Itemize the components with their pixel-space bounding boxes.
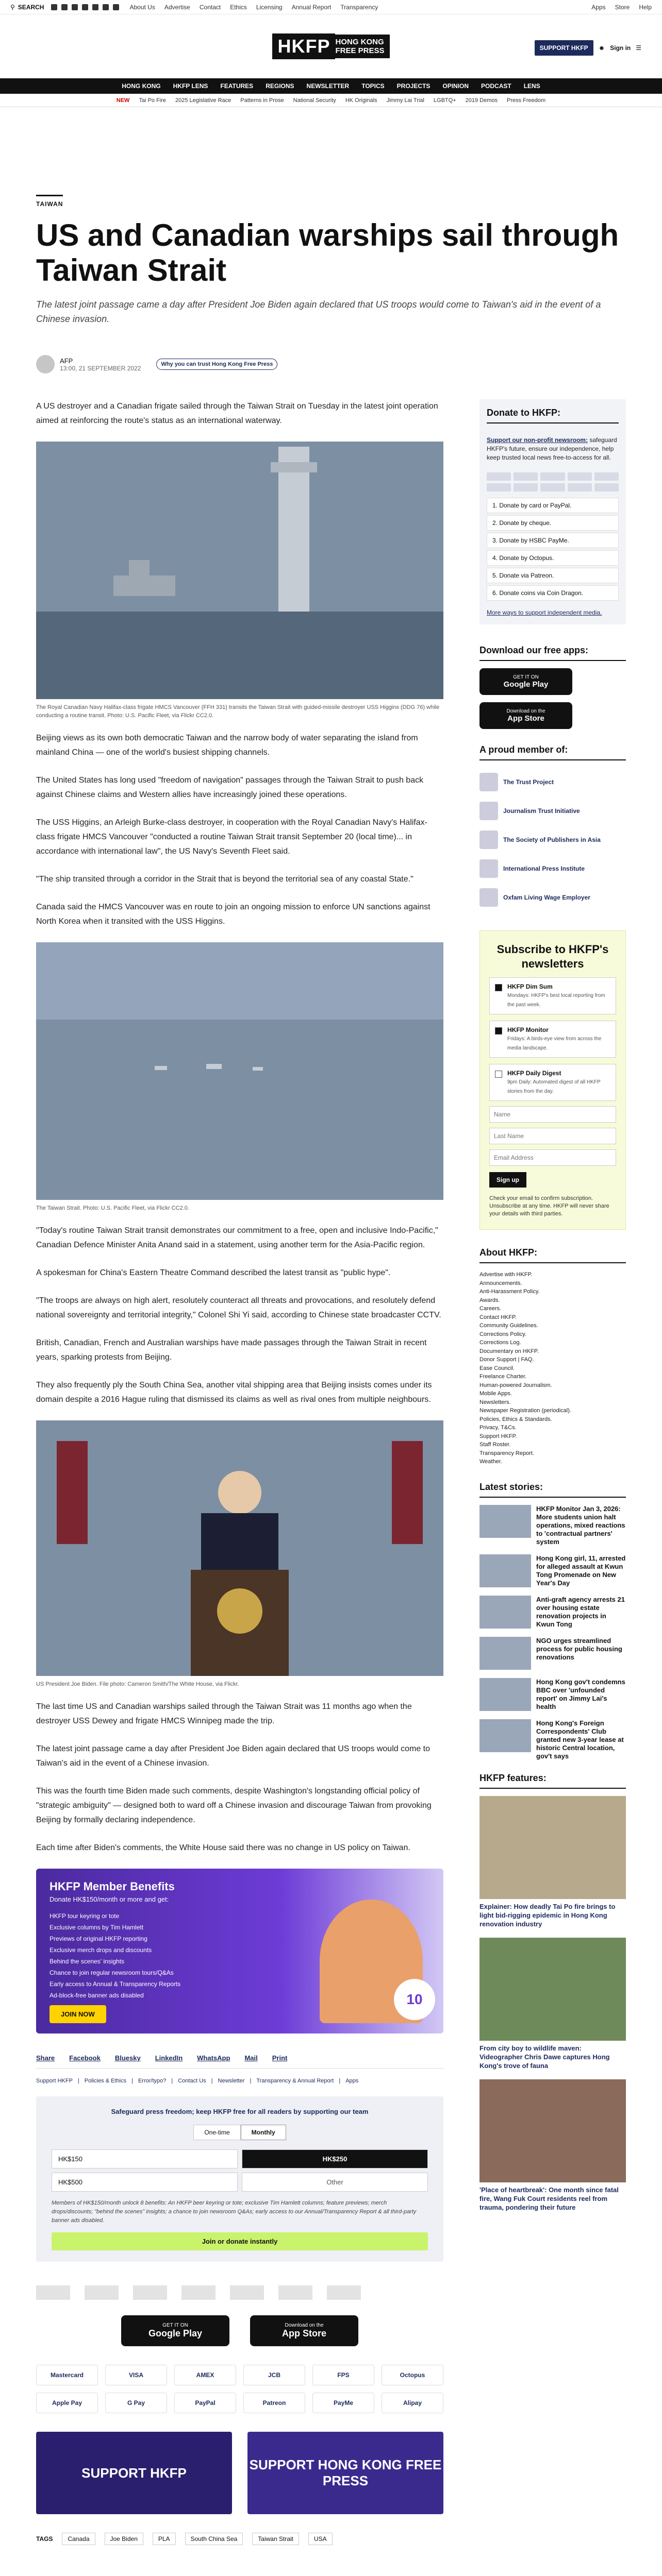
top-link-advertise[interactable]: Advertise [164, 3, 190, 11]
top-link-licensing[interactable]: Licensing [256, 3, 283, 11]
trust-pill[interactable]: Why you can trust Hong Kong Free Press [156, 359, 277, 370]
payment-card-icons [487, 472, 619, 492]
nav-item-opinion[interactable]: OPINION [442, 82, 469, 90]
policy-link[interactable]: Support HKFP [36, 2078, 73, 2084]
trust-project-icon [479, 773, 498, 791]
first-name-input[interactable] [489, 1106, 616, 1123]
nav-item-regions[interactable]: REGIONS [266, 82, 294, 90]
tag[interactable]: Canada [62, 2533, 95, 2545]
top-link-apps[interactable]: Apps [591, 3, 606, 11]
main-nav [0, 78, 662, 94]
card-icon [514, 472, 538, 481]
about-link[interactable]: Human-powered Journalism. [479, 1382, 552, 1388]
donate-option[interactable]: 5. Donate via Patreon. [487, 568, 619, 583]
tag[interactable]: USA [308, 2533, 333, 2545]
newsletter-option[interactable]: HKFP Dim Sum Mondays: HKFP's best local reporting from the past week. [489, 977, 616, 1014]
new-badge: NEW [116, 97, 130, 104]
list-item[interactable]: HKFP Monitor Jan 3, 2026: More students union halt operations, mixed reactions to 'contractual partners' system [479, 1505, 626, 1546]
sidebar-heading: HKFP features: [479, 1773, 626, 1789]
top-link-store[interactable]: Store [615, 3, 630, 11]
amount-other[interactable]: Other [242, 2173, 428, 2192]
logo-text: HONG KONG FREE PRESS [335, 35, 389, 58]
about-link[interactable]: Corrections Policy. [479, 1331, 526, 1337]
podium-illustration [36, 1420, 443, 1676]
google-play-badge[interactable]: GET IT ON Google Play [121, 2315, 229, 2346]
policy-link[interactable]: Transparency & Annual Report [256, 2078, 334, 2084]
share-linkedin[interactable]: LinkedIn [155, 2054, 183, 2062]
card-icon [568, 472, 592, 481]
newsletter-fine-print: Check your email to confirm subscription. Unsubscribe at any time. HKFP will never share your details with third parties. [489, 1195, 609, 1217]
donate-option[interactable]: 6. Donate coins via Coin Dragon. [487, 585, 619, 601]
article-body [36, 399, 443, 2545]
about-link[interactable]: Ease Council. [479, 1365, 515, 1371]
policy-link[interactable]: Error/typo? [138, 2078, 167, 2084]
linkedin-icon[interactable] [92, 4, 98, 10]
subnav-item[interactable]: Press Freedom [507, 97, 546, 104]
top-link-about[interactable]: About Us [129, 3, 155, 11]
site-logo[interactable] [272, 33, 389, 59]
payment-visa[interactable]: VISA [105, 2365, 167, 2385]
partner-logo[interactable] [230, 2285, 264, 2300]
nav-item-newsletter[interactable]: NEWSLETTER [306, 82, 350, 90]
about-link[interactable]: Mobile Apps. [479, 1391, 512, 1397]
partner-logo[interactable] [327, 2285, 361, 2300]
subnav-item[interactable]: National Security [293, 97, 336, 104]
policy-links: Support HKFP | Policies & Ethics | Error/typo? | Contact Us | Newsletter | Transparency & Annual Report | Apps [36, 2078, 359, 2084]
list-item: Early access to Annual & Transparency Reports [49, 1980, 181, 1988]
paragraph: A spokesman for China's Eastern Theatre Command described the latest transit as "public hype". [36, 1268, 391, 1277]
partner-logo[interactable] [133, 2285, 167, 2300]
donate-option[interactable]: 1. Donate by card or PayPal. [487, 498, 619, 513]
checkbox[interactable] [495, 1027, 502, 1035]
story-thumbnail [479, 1719, 531, 1752]
top-bar [0, 0, 662, 14]
share-facebook[interactable]: Facebook [69, 2054, 101, 2062]
last-name-input[interactable] [489, 1128, 616, 1144]
list-item: Exclusive merch drops and discounts [49, 1946, 152, 1954]
card-icon [568, 483, 592, 492]
card-icon [594, 472, 619, 481]
about-link[interactable]: Staff Roster. [479, 1442, 511, 1448]
paragraph: A US destroyer and a Canadian frigate sailed through the Taiwan Strait on Tuesday in the latest joint operation aimed at reinforcing the route's status as an international waterway. [36, 402, 438, 425]
sub-nav [0, 94, 662, 107]
payment-fps[interactable]: FPS [312, 2365, 374, 2385]
paragraph: "The ship transited through a corridor in the Strait that is beyond the territorial sea of any coastal State." [36, 875, 413, 884]
google-play-badge[interactable]: GET IT ON Google Play [479, 668, 572, 695]
donate-option[interactable]: 2. Donate by cheque. [487, 515, 619, 531]
more-ways-link[interactable]: More ways to support independent media. [487, 609, 602, 616]
frequency-toggle [52, 2125, 428, 2140]
about-link[interactable]: Newspaper Registration (periodical). [479, 1408, 571, 1414]
paragraph: "Today's routine Taiwan Strait transit demonstrates our commitment to a free, open and inclusive Indo-Pacific," Canadian Defence Minister Anita Anand said in a statement, using another term for the Asia-Pacific region. [36, 1226, 438, 1249]
sidebar-heading: About HKFP: [479, 1247, 626, 1263]
rss-icon[interactable] [113, 4, 119, 10]
paragraph: Beijing views as its own both democratic Taiwan and the narrow body of water separating the island from mainland China — one of the world's busiest shipping channels. [36, 734, 418, 757]
list-item[interactable]: NGO urges streamlined process for public housing renovations [479, 1637, 626, 1670]
ipi-icon [479, 859, 498, 878]
user-icon[interactable]: ☻ [598, 44, 605, 52]
sidebar-heading: Download our free apps: [479, 645, 626, 661]
partner-logos [36, 2285, 443, 2300]
paragraph: "The troops are always on high alert, resolutely counteract all threats and provocations, and resolutely defend national sovereignty and territorial integrity," Colonel Shi Yi said, according to Chinese state broadcaster CCTV. [36, 1296, 441, 1319]
subnav-item[interactable]: 2025 Legislative Race [175, 97, 231, 104]
ship-illustration [36, 442, 443, 699]
byline [36, 355, 626, 374]
article-title: US and Canadian warships sail through Taiwan Strait [36, 218, 619, 287]
banner-subtitle: Donate HK$150/month or more and get: [49, 1895, 169, 1903]
twitter-icon[interactable] [51, 4, 57, 10]
policy-link[interactable]: Apps [345, 2078, 359, 2084]
list-item[interactable]: Hong Kong gov't condemns BBC over 'unfounded report' on Jimmy Lai's health [479, 1678, 626, 1711]
nav-item-podcast[interactable]: PODCAST [481, 82, 511, 90]
photo-warships [36, 442, 443, 699]
list-item[interactable]: Anti-graft agency arrests 21 over housing estate renovation projects in Kwun Tong [479, 1596, 626, 1629]
payment-methods [36, 2365, 443, 2413]
banner-title: HKFP Member Benefits [49, 1880, 175, 1893]
policy-link[interactable]: Policies & Ethics [84, 2078, 127, 2084]
tags-label: TAGS [36, 2535, 53, 2543]
top-link-transparency[interactable]: Transparency [340, 3, 378, 11]
feature-card[interactable]: From city boy to wildlife maven: Videographer Chris Dawe captures Hong Kong's trove of fauna [479, 1938, 626, 2070]
top-link-annual-report[interactable]: Annual Report [291, 3, 332, 11]
list-item: Exclusive columns by Tim Hamlett [49, 1924, 144, 1931]
share-bluesky[interactable]: Bluesky [114, 2054, 141, 2062]
paragraph: British, Canadian, French and Australian warships have made passages through the Taiwan Strait in recent years, sparking protests from Beijing. [36, 1338, 427, 1362]
app-store-badges [36, 2315, 443, 2346]
social-links [51, 4, 119, 10]
about-link[interactable]: Donor Support | FAQ. [479, 1357, 534, 1363]
jti-icon [479, 802, 498, 820]
subnav-item[interactable]: Jimmy Lai Trial [386, 97, 424, 104]
subnav-item[interactable]: 2019 Demos [465, 97, 498, 104]
youtube-icon[interactable] [82, 4, 88, 10]
about-link[interactable]: Support HKFP. [479, 1433, 517, 1439]
about-link[interactable]: Newsletters. [479, 1399, 511, 1405]
share-label[interactable]: Share [36, 2054, 55, 2062]
logo-mark: HKFP [272, 33, 335, 59]
about-link[interactable]: Advertise with HKFP. [479, 1272, 533, 1278]
payment-patreon[interactable]: Patreon [243, 2393, 305, 2413]
nav-item-projects[interactable]: PROJECTS [396, 82, 431, 90]
list-item: Chance to join regular newsroom tours/Q&As [49, 1969, 174, 1976]
story-thumbnail [479, 1505, 531, 1538]
paragraph: They also frequently ply the South China Sea, another vital shipping area that Beijing insists comes under its domain despite a 2016 Hague ruling that dismissed its claims as well as rival ones from multiple neighbours. [36, 1381, 432, 1404]
payment-google-pay[interactable]: G Pay [105, 2393, 167, 2413]
about-link[interactable]: Weather. [479, 1459, 502, 1465]
donate-option[interactable]: 3. Donate by HSBC PayMe. [487, 533, 619, 548]
list-item: Behind the scenes' insights [49, 1958, 125, 1965]
feature-image [479, 1796, 626, 1899]
email-input[interactable] [489, 1149, 616, 1166]
app-store-badge[interactable]: Download on the App Store [479, 702, 572, 729]
share-whatsapp[interactable]: WhatsApp [197, 2054, 230, 2062]
join-now-button[interactable]: JOIN NOW [49, 2005, 106, 2023]
partner-logo[interactable] [278, 2285, 312, 2300]
list-item: Ad-block-free banner ads disabled [49, 1992, 144, 1999]
sign-in-link[interactable]: Sign in [610, 44, 631, 52]
facebook-icon[interactable] [61, 4, 68, 10]
share-mail[interactable]: Mail [244, 2054, 258, 2062]
promo-banners [36, 2432, 443, 2514]
membership-logo[interactable]: Journalism Trust Initiative [479, 796, 626, 825]
sidebar-latest-stories [479, 1482, 626, 1760]
amount-options [52, 2149, 428, 2192]
card-icon [487, 472, 511, 481]
sidebar-heading: Latest stories: [479, 1482, 626, 1498]
payment-paypal[interactable]: PayPal [174, 2393, 236, 2413]
paragraph: The United States has long used "freedom of navigation" passages through the Taiwan Strait to push back against Chinese claims and Western allies have increasingly joined these operations. [36, 776, 424, 799]
paragraph: Canada said the HMCS Vancouver was en route to join an ongoing mission to enforce UN sanctions against North Korea when it transited with the USS Higgins. [36, 903, 431, 926]
top-link-ethics[interactable]: Ethics [230, 3, 247, 11]
caption: The Taiwan Strait. Photo: U.S. Pacific Fleet, via Flickr CC2.0. [36, 1205, 189, 1211]
story-thumbnail [479, 1678, 531, 1711]
donate-intro-link[interactable]: Support our non-profit newsroom: [487, 436, 588, 444]
payment-payme[interactable]: PayMe [312, 2393, 374, 2413]
tag[interactable]: Taiwan Strait [252, 2533, 299, 2545]
paragraph: The USS Higgins, an Arleigh Burke-class destroyer, in cooperation with the Royal Canadian Navy's Halifax-class frigate HMCS Vancouver "conducted a routine Taiwan Strait transit September 20 (local time)... in accordance with international law", the US Navy's Seventh Fleet said. [36, 818, 427, 856]
about-link[interactable]: Careers. [479, 1306, 502, 1312]
instagram-icon[interactable] [72, 4, 78, 10]
payment-jcb[interactable]: JCB [243, 2365, 305, 2385]
story-thumbnail [479, 1637, 531, 1670]
category-kicker[interactable]: TAIWAN [36, 195, 63, 208]
about-link[interactable]: Privacy, T&Cs. [479, 1425, 517, 1431]
membership-logo[interactable]: The Society of Publishers in Asia [479, 825, 626, 854]
tag[interactable]: PLA [153, 2533, 176, 2545]
about-link[interactable]: Awards. [479, 1297, 500, 1303]
card-icon [514, 483, 538, 492]
donate-note: Members of HK$150/month unlock 8 benefits: An HKFP beer keyring or tote; exclusive Tim Hamlett columns; feature previews; merch drops/discounts; "behind the scenes" insights; a chance to join newsroom Q&As; early access to our Annual/Transparency Report & all third-party banner ads disabled. [52, 2200, 417, 2224]
share-bar [36, 2054, 443, 2069]
sidebar-heading: A proud member of: [479, 744, 626, 760]
freq-monthly[interactable]: Monthly [241, 2125, 286, 2140]
story-thumbnail [479, 1554, 531, 1587]
subnav-item[interactable]: Patterns in Prose [240, 97, 284, 104]
newsletter-option[interactable]: HKFP Daily Digest 9pm Daily: Automated digest of all HKFP stories from the day. [489, 1064, 616, 1101]
sidebar-donate [479, 399, 626, 624]
paragraph: The last time US and Canadian warships sailed through the Taiwan Strait was 11 months ago when the destroyer USS Dewey and frigate HMCS Winnipeg made the trip. [36, 1702, 412, 1725]
card-icon [540, 472, 565, 481]
feature-image [479, 1938, 626, 2041]
sidebar-memberships [479, 744, 626, 912]
newsletter-option[interactable]: HKFP Monitor Fridays: A birds-eye view from across the media landscape. [489, 1021, 616, 1058]
header-actions [535, 40, 641, 56]
author-name[interactable]: AFP [60, 357, 73, 365]
feature-image [479, 2079, 626, 2182]
content-area [0, 399, 662, 2545]
partner-logo[interactable] [181, 2285, 216, 2300]
paragraph: The latest joint passage came a day after President Joe Biden again declared that US troops would come to Taiwan's aid in the event of a Chinese invasion. [36, 1744, 430, 1768]
member-benefits-banner[interactable] [36, 1869, 443, 2033]
join-donate-button[interactable]: Join or donate instantly [52, 2232, 428, 2250]
donate-widget [36, 2096, 443, 2262]
membership-logo[interactable]: The Trust Project [479, 768, 626, 796]
top-links [129, 4, 378, 11]
anniversary-badge: 10 [394, 1979, 435, 2020]
tag-list [36, 2533, 443, 2545]
about-link[interactable]: Freelance Charter. [479, 1374, 527, 1380]
list-item: HKFP tour keyring or tote [49, 1912, 120, 1920]
newsletter-signup [479, 930, 626, 1230]
subnav-item[interactable]: HK Originals [345, 97, 377, 104]
donate-intro: Support our non-profit newsroom: safeguard HKFP's future, ensure our independence, help keep trusted local news free-to-access for all. [487, 436, 617, 461]
sidebar-about [479, 1247, 626, 1466]
payment-amex[interactable]: AMEX [174, 2365, 236, 2385]
figure-biden [36, 1420, 443, 1688]
about-link[interactable]: Anti-Harassment Policy. [479, 1289, 540, 1295]
site-header [0, 14, 662, 78]
policy-link[interactable]: Contact Us [178, 2078, 206, 2084]
promo-support-hong-kong-free-press[interactable]: SUPPORT HONG KONG FREE PRESS [247, 2432, 443, 2514]
figure-warships [36, 442, 443, 720]
payment-mastercard[interactable]: Mastercard [36, 2365, 98, 2385]
article-subtitle: The latest joint passage came a day after President Joe Biden again declared that US troops would come to Taiwan's aid in the event of a Chinese invasion. [36, 299, 601, 324]
caption: The Royal Canadian Navy Halifax-class frigate HMCS Vancouver (FFH 331) transits the Taiwan Strait with guided-missile destroyer USS Higgins (DDG 76) while conducting a routine transit. Photo: U.S. Pacific Fleet, via Flickr CC2.0. [36, 704, 440, 719]
about-link[interactable]: Announcements. [479, 1280, 522, 1286]
sidebar-features [479, 1773, 626, 2212]
feature-card[interactable]: Explainer: How deadly Tai Po fire brings to light bid-rigging epidemic in Hong Kong renovation industry [479, 1796, 626, 1928]
nav-item-topics[interactable]: TOPICS [361, 82, 385, 90]
photo-biden [36, 1420, 443, 1676]
card-icon [487, 483, 511, 492]
top-right-links [591, 4, 652, 11]
amount-option-selected[interactable]: HK$250 [242, 2149, 428, 2168]
top-link-contact[interactable]: Contact [199, 3, 221, 11]
about-link[interactable]: Community Guidelines. [479, 1323, 538, 1329]
top-link-help[interactable]: Help [639, 3, 652, 11]
about-link[interactable]: Documentary on HKFP. [479, 1348, 539, 1354]
search-icon: ⚲ [10, 3, 15, 11]
donate-heading: Safeguard press freedom; keep HKFP free for all readers by supporting our team [111, 2108, 369, 2115]
list-item: Previews of original HKFP reporting [49, 1935, 147, 1942]
card-icon [594, 483, 619, 492]
support-hkfp-button[interactable]: SUPPORT HKFP [535, 40, 593, 56]
about-link[interactable]: Policies, Ethics & Standards. [479, 1416, 552, 1422]
author-avatar [36, 355, 55, 374]
list-item[interactable]: Hong Kong girl, 11, arrested for alleged assault at Kwun Tong Promenade on New Year's Day [479, 1554, 626, 1587]
card-icon [540, 483, 565, 492]
figure-strait [36, 942, 443, 1212]
amount-option[interactable]: HK$500 [52, 2173, 238, 2192]
checkbox[interactable] [495, 1071, 502, 1078]
sopa-icon [479, 831, 498, 849]
paragraph: Each time after Biden's comments, the White House said there was no change in US policy on Taiwan. [36, 1843, 410, 1852]
freq-one-time[interactable]: One-time [193, 2125, 240, 2140]
sidebar-heading: Donate to HKFP: [487, 408, 619, 423]
payment-octopus[interactable]: Octopus [382, 2365, 443, 2385]
membership-logo[interactable]: International Press Institute [479, 854, 626, 883]
sidebar [479, 399, 626, 2545]
newsletter-heading: Subscribe to HKFP's newsletters [496, 943, 609, 970]
tag[interactable]: South China Sea [185, 2533, 243, 2545]
caption: US President Joe Biden. File photo: Cameron Smith/The White House, via Flickr. [36, 1681, 239, 1687]
checkbox[interactable] [495, 984, 502, 991]
about-link[interactable]: Corrections Log. [479, 1340, 521, 1346]
publish-date: 13:00, 21 SEPTEMBER 2022 [60, 364, 141, 372]
membership-logo[interactable]: Oxfam Living Wage Employer [479, 883, 626, 912]
donate-option[interactable]: 4. Donate by Octopus. [487, 550, 619, 566]
subnav-item[interactable]: Tai Po Fire [139, 97, 167, 104]
partner-logo[interactable] [36, 2285, 70, 2300]
about-link[interactable]: Contact HKFP. [479, 1314, 517, 1320]
list-item[interactable]: Hong Kong's Foreign Correspondents' Club granted new 3-year lease at historic Central location, gov't says [479, 1719, 626, 1760]
strait-illustration [36, 942, 443, 1200]
about-link[interactable]: Transparency Report. [479, 1450, 534, 1456]
amount-option[interactable]: HK$150 [52, 2149, 238, 2168]
nav-item-features[interactable]: FEATURES [220, 82, 254, 90]
search-button[interactable]: ⚲ SEARCH [10, 3, 44, 11]
about-links [479, 1270, 626, 1466]
share-print[interactable]: Print [272, 2054, 288, 2062]
story-thumbnail [479, 1596, 531, 1629]
nav-item-hkfp-lens[interactable]: HKFP LENS [173, 82, 208, 90]
article-header [0, 107, 662, 374]
sidebar-apps [479, 645, 626, 729]
promo-support-hkfp[interactable]: SUPPORT HKFP [36, 2432, 232, 2514]
photo-strait [36, 942, 443, 1200]
payment-alipay[interactable]: Alipay [382, 2393, 443, 2413]
menu-icon[interactable]: ☰ [636, 44, 641, 52]
feature-card[interactable]: 'Place of heartbreak': One month since fatal fire, Wang Fuk Court residents reel from trauma, pondering their future [479, 2079, 626, 2212]
telegram-icon[interactable] [103, 4, 109, 10]
policy-link[interactable]: Newsletter [218, 2078, 245, 2084]
subnav-item[interactable]: LGBTQ+ [433, 97, 456, 104]
payment-apple-pay[interactable]: Apple Pay [36, 2393, 98, 2413]
paragraph: This was the fourth time Biden made such comments, despite Washington's longstanding official policy of "strategic ambiguity" — designed both to ward off a Chinese invasion and discourage Taiwan from provoking Beijing by formally declaring independence. [36, 1787, 432, 1824]
oxfam-icon [479, 888, 498, 907]
tag[interactable]: Joe Biden [105, 2533, 143, 2545]
app-store-badge[interactable]: Download on the App Store [250, 2315, 358, 2346]
signup-button[interactable]: Sign up [489, 1172, 526, 1188]
nav-item-hong-kong[interactable]: HONG KONG [122, 82, 161, 90]
membership-logos [479, 768, 626, 912]
nav-item-lens[interactable]: LENS [523, 82, 540, 90]
partner-logo[interactable] [85, 2285, 119, 2300]
